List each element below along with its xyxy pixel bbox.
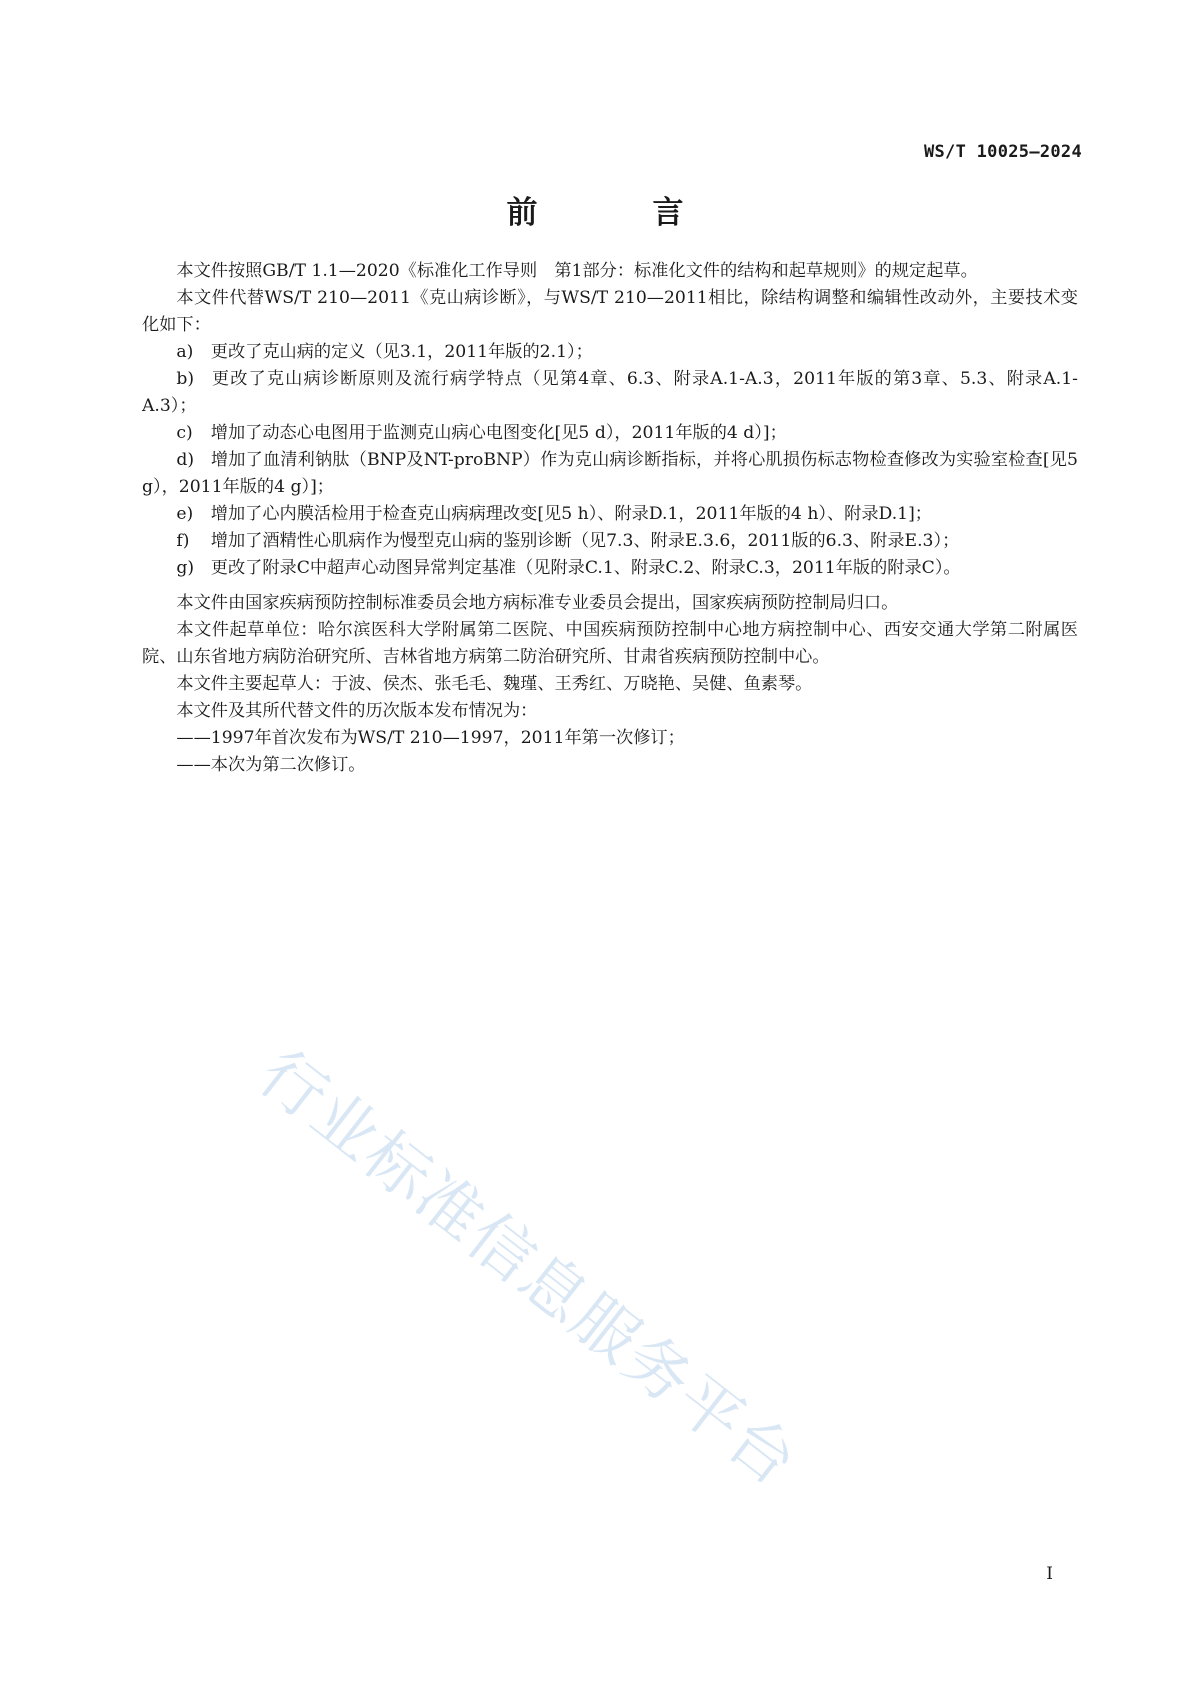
change-marker: d) xyxy=(176,450,195,470)
history-line: ——本次为第二次修订。 xyxy=(176,755,366,775)
page-number: I xyxy=(1046,1564,1053,1584)
outro-paragraph: 本文件由国家疾病预防控制标准委员会地方病标准专业委员会提出，国家疾病预防控制局归口。 xyxy=(176,593,899,613)
change-marker: b) xyxy=(176,369,195,389)
change-item xyxy=(142,501,1078,528)
change-item xyxy=(142,420,1078,447)
document-code: WS/T 10025—2024 xyxy=(923,142,1082,162)
change-item xyxy=(142,555,1078,582)
change-text: 更改了克山病诊断原则及流行病学特点（见第4章、6.3、附录A.1-A.3，2011年版的第3章、5.3、附录A.1-A.3）； xyxy=(142,369,1078,416)
watermark: 行业标准信息服务平台 xyxy=(245,1036,811,1502)
change-marker: g) xyxy=(176,558,195,578)
outro-paragraph: 本文件及其所代替文件的历次版本发布情况为： xyxy=(176,701,538,721)
change-marker: c) xyxy=(176,423,193,443)
change-text: 更改了附录C中超声心动图异常判定基准（见附录C.1、附录C.2、附录C.3，2011年版的附录C）。 xyxy=(210,558,961,578)
intro-paragraph: 本文件代替WS/T 210—2011《克山病诊断》，与WS/T 210—2011相比，除结构调整和编辑性改动外，主要技术变化如下： xyxy=(142,288,1078,335)
outro-paragraph: 本文件起草单位：哈尔滨医科大学附属第二医院、中国疾病预防控制中心地方病控制中心、西安交通大学第二附属医院、山东省地方病防治研究所、吉林省地方病第二防治研究所、甘肃省疾病预防控制中心。 xyxy=(142,620,1078,667)
page-title: 前 言 xyxy=(506,195,726,231)
change-marker: f) xyxy=(176,531,190,551)
change-marker: a) xyxy=(176,342,194,362)
intro-paragraph: 本文件按照GB/T 1.1—2020《标准化工作导则 第1部分：标准化文件的结构和起草规则》的规定起草。 xyxy=(176,261,978,281)
change-marker: e) xyxy=(176,504,194,524)
change-item xyxy=(142,528,1078,555)
change-item xyxy=(142,339,1078,366)
change-item xyxy=(142,366,1078,420)
change-text: 更改了克山病的定义（见3.1，2011年版的2.1）； xyxy=(210,342,593,362)
change-text: 增加了酒精性心肌病作为慢型克山病的鉴别诊断（见7.3、附录E.3.6，2011版的6.3、附录E.3）； xyxy=(210,531,960,551)
foreword-body xyxy=(142,258,1078,779)
history-line: ——1997年首次发布为WS/T 210—1997，2011年第一次修订； xyxy=(176,728,685,748)
change-text: 增加了心内膜活检用于检查克山病病理改变[见5 h）、附录D.1，2011年版的4 h）、附录D.1]； xyxy=(210,504,932,524)
change-item xyxy=(142,447,1078,501)
outro-paragraph: 本文件主要起草人：于波、侯杰、张毛毛、魏瑾、王秀红、万晓艳、吴健、鱼素琴。 xyxy=(176,674,813,694)
change-text: 增加了动态心电图用于监测克山病心电图变化[见5 d），2011年版的4 d）]； xyxy=(210,423,787,443)
change-text: 增加了血清利钠肽（BNP及NT-proBNP）作为克山病诊断指标，并将心肌损伤标志物检查修改为实验室检查[见5 g），2011年版的4 g）]； xyxy=(142,450,1078,497)
